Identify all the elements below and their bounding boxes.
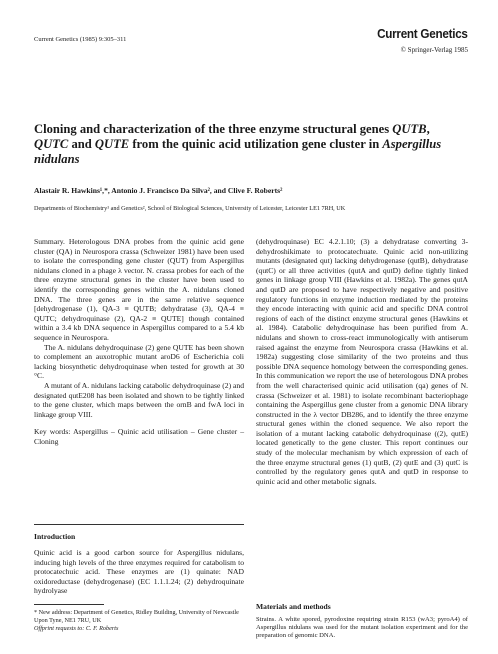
- left-column: [34, 237, 244, 446]
- methods-paragraph: Strains. A white spored, pyrodoxine requiring strain R153 (wA3; pyroA4) of Aspergillus nidulans was used for the mutant isolation experiment and for the preparation of genomic DNA.: [256, 616, 468, 640]
- section-divider: [34, 524, 244, 525]
- title-sep: ,: [426, 122, 430, 136]
- right-column: [256, 237, 468, 486]
- title-gene-qute: QUTE: [94, 137, 130, 151]
- footnote-offprint: Offprint requests to: C. F. Roberts: [34, 624, 119, 632]
- summary-paragraph-3: A mutant of A. nidulans lacking catabolic dehydroquinase (2) and designated qutE208 has been isolated and shown to be tightly linked to the gene cluster, which maps between the ornB and fwA loci in linkage group VIII.: [34, 380, 244, 419]
- title-organism: Aspergillus nidulans: [34, 137, 442, 166]
- keywords: Key words: Aspergillus – Quinic acid utilisation – Gene cluster – Cloning: [34, 427, 244, 446]
- author-list: Alastair R. Hawkins¹,*, Antonio J. Francisco Da Silva², and Clive F. Roberts²: [34, 186, 283, 195]
- summary-paragraph: Summary. Heterologous DNA probes from the quinic acid gene cluster (QA) in Neurospora crassa (Schweizer 1981) have been used to isolate the corresponding gene cluster (QUT) from Aspergillus nidulans cloned in a phage λ vector. N. crassa probes for each of the three enzyme structural genes in the cluster have been used to identify the corresponding genes within the A. nidulans cloned DNA. The three genes are in the same relative sequence [dehydrogenase (1), QA-3 ≡ QUTB; dehydratase (3), QA-4 ≡ QUTC; dehydroquinase (2), QA-2 ≡ QUTE] though contained within a 3.4 kb DNA sequence in Aspergillus compared to a 5.4 kb sequence in Neurospora.: [34, 237, 244, 342]
- summary-paragraph-2: The A. nidulans dehydroquinase (2) gene QUTE has been shown to complement an auxotrophic mutant aroD6 of Escherichia coli lacking biosynthetic dehydroquinase when tested for growth at 30 °C.: [34, 342, 244, 381]
- intro-paragraph: Quinic acid is a good carbon source for Aspergillus nidulans, inducing high levels of the three enzymes required for catabolism to protocatechuic acid. These enzymes are (1) quinate: NAD oxidoreductase (dehydrogenase) (EC 1.1.1.24; (2) dehydroquinate hydrolyase: [34, 548, 244, 596]
- methods-heading: Materials and methods: [256, 602, 331, 611]
- affiliation: Departments of Biochemistry¹ and Genetics², School of Biological Sciences, University of Leicester, Leicester LE1 7RH, UK: [34, 205, 346, 212]
- article-title: [34, 122, 454, 167]
- journal-citation: Current Genetics (1985) 9:305–311: [34, 36, 127, 43]
- right-paragraph-1: (dehydroquinase) EC 4.2.1.10; (3) a dehydratase converting 3-dehydroshikimate to protocatechuate. Quinic acid non-utilizing mutants (designated qut) lacking dehydrogenase (qutB), dehydratase (qutC) or all three activities (qutA and qutD) define tightly linked genes in linkage group VIII (Hawkins et al. 1982a). The genes qutA and qutD are proposed to have respectively negative and positive regulatory functions in enzyme induction mediated by the proteins they encode interacting with quinic acid and specific DNA control regions of each of the distinct enzyme structural genes (Hawkins et al. 1984). Catabolic dehydroquinase has been purified from A. nidulans and shown to cross-react immunologically with antiserum raised against the enzyme from Neurospora crassa (Hawkins et al. 1982a) suggesting close similarity of the two proteins and thus possible DNA sequence homology between the corresponding genes. In this communication we report the use of heterologous DNA probes from the well characterised quinic acid utilisation (qa) genes of N. crassa (Schweizer et al. 1981) to isolate recombinant bacteriophage containing the Aspergillus gene cluster from a genomic DNA library constructed in the λ vector DB286, and to identify the three enzyme structural genes within the cloned sequence. We also report the isolation of a mutant lacking catabolic dehydroquinase ((2), qutE) located genetically to the gene cluster. This report continues our study of the molecular mechanism by which expression of each of the three enzyme structural genes (1) qutB, (2) qutE and (3) qutC is controlled by the regulatory genes qutA and qutD in response to quinic acid and other metabolic signals.: [256, 237, 468, 486]
- intro-heading: Introduction: [34, 532, 76, 541]
- copyright-notice: © Springer-Verlag 1985: [400, 46, 468, 54]
- footnote-new-address: * New address: Department of Genetics, Ridley Building, University of Newcastle Upon Tyne, NE1 7RU, UK: [34, 609, 239, 624]
- title-gene-qutb: QUTB: [392, 122, 427, 136]
- journal-logo: Current Genetics: [377, 26, 468, 41]
- title-part1: Cloning and characterization of the three enzyme structural genes: [34, 122, 393, 136]
- footnote-rule: [34, 604, 104, 605]
- title-part2: and: [68, 137, 95, 151]
- title-gene-qutc: QUTC: [34, 137, 69, 151]
- title-part3: from the quinic acid utilization gene cluster in: [129, 137, 383, 151]
- footnotes: [34, 609, 244, 632]
